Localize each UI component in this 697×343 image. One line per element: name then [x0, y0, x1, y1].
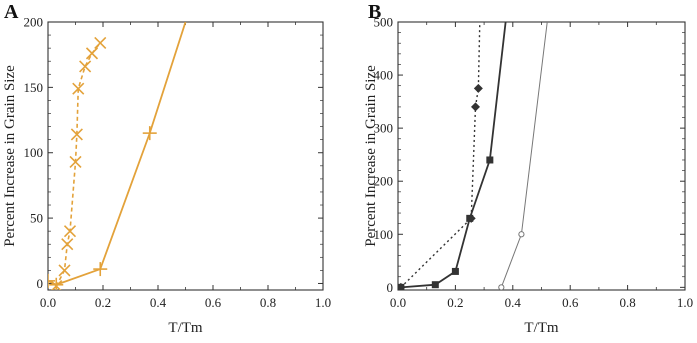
x-tick-label: 1.0 [676, 295, 694, 310]
panel-a [2, 1, 331, 336]
data-point [397, 284, 404, 291]
data-point [65, 226, 76, 237]
series-1 [51, 37, 106, 291]
data-point [143, 126, 157, 140]
y-tick-label: 0 [36, 275, 43, 291]
series-line [401, 22, 480, 287]
x-tick-label: 1.0 [314, 295, 332, 310]
series-1 [396, 22, 482, 292]
x-tick-label: 0.6 [562, 295, 579, 310]
series-line [401, 22, 506, 287]
panel-letter: B [368, 1, 382, 23]
series-2 [397, 22, 505, 291]
y-tick-label: 300 [373, 120, 393, 136]
x-tick-label: 0.0 [389, 295, 407, 310]
x-tick-label: 0.6 [204, 295, 222, 310]
plot-frame [398, 22, 685, 290]
plot-area [396, 22, 547, 292]
plot-area [41, 22, 186, 292]
data-point [519, 232, 524, 237]
x-tick-label: 0.8 [259, 295, 277, 310]
y-axis-title: Percent Increase in Grain Size [2, 65, 18, 247]
series-2 [41, 22, 186, 292]
data-point [466, 215, 473, 222]
data-point [87, 48, 98, 59]
y-tick-label: 0 [386, 279, 393, 295]
y-tick-label: 100 [373, 226, 393, 242]
y-tick-label: 50 [30, 210, 43, 226]
panel-letter: A [4, 1, 19, 23]
data-point [486, 156, 493, 163]
data-point [70, 156, 81, 167]
data-point [41, 274, 55, 288]
data-point [474, 84, 483, 93]
y-tick-label: 200 [23, 14, 43, 30]
panel-b [363, 1, 693, 336]
x-tick-label: 0.4 [504, 295, 521, 310]
x-tick-label: 0.0 [39, 295, 57, 310]
y-tick-label: 100 [23, 145, 43, 161]
y-tick-label: 150 [23, 79, 43, 95]
data-point [62, 239, 73, 250]
x-tick-label: 0.8 [619, 295, 636, 310]
data-point [93, 262, 107, 276]
x-tick-label: 0.4 [149, 295, 167, 310]
y-axis-title: Percent Increase in Grain Size [363, 65, 379, 247]
x-tick-label: 0.2 [94, 295, 112, 310]
series-3 [499, 22, 548, 290]
x-axis-title: T/Tm [524, 320, 559, 336]
x-axis-title: T/Tm [168, 320, 203, 336]
x-tick-label: 0.2 [447, 295, 464, 310]
y-tick-label: 200 [373, 173, 393, 189]
data-point [432, 281, 439, 288]
y-tick-label: 400 [373, 67, 393, 83]
y-tick-label: 500 [373, 14, 393, 30]
data-point [80, 61, 91, 72]
data-point [452, 268, 459, 275]
series-line [501, 22, 547, 287]
data-point [95, 37, 106, 48]
data-point [499, 285, 504, 290]
data-point [471, 102, 480, 111]
